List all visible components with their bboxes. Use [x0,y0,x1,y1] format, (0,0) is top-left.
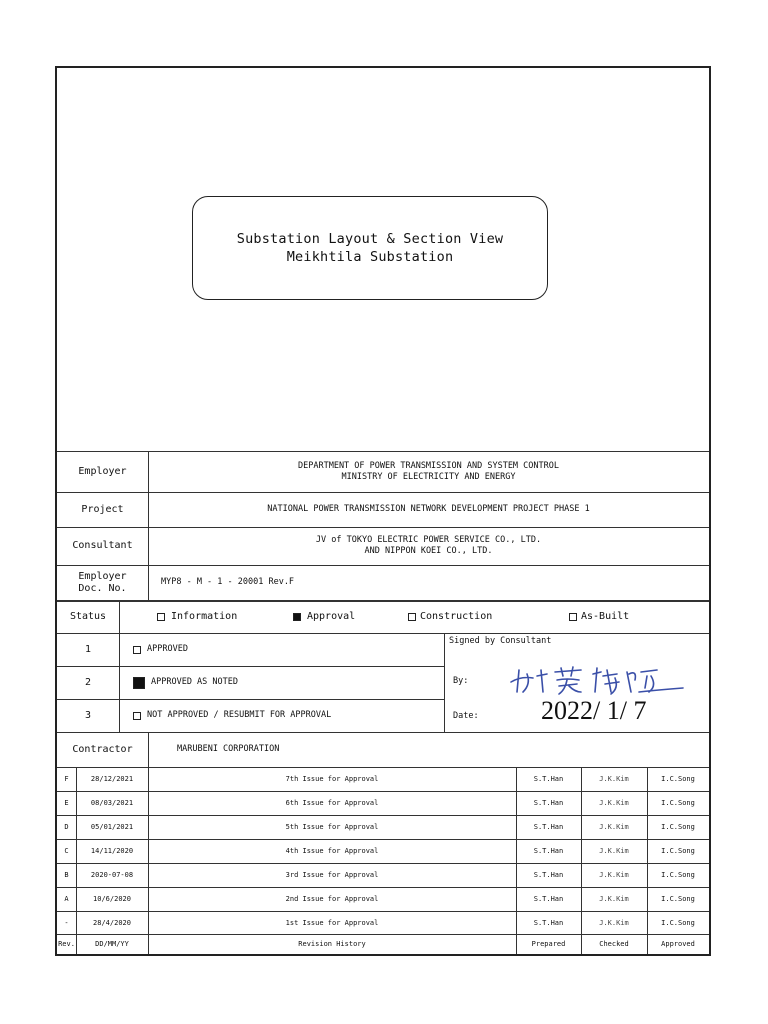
review-num-1: 1 [84,643,92,655]
revision-checked: J.K.Kim [599,919,629,927]
revision-letter: - [64,919,69,927]
revision-approved: I.C.Song [661,775,695,783]
consultant-signature [507,662,687,698]
contractor-value: MARUBENI CORPORATION [177,744,280,754]
revision-checked: J.K.Kim [599,847,629,855]
employer-doc-label-1: Employer [78,570,127,582]
status-construction-label: Construction [420,610,493,622]
revision-prepared: S.T.Han [533,919,564,927]
consultant-line-2: AND NIPPON KOEI CO., LTD. [364,546,493,556]
review-num-2: 2 [84,676,92,688]
drawing-title-box [192,196,548,300]
revision-description: 7th Issue for Approval [285,775,379,783]
revision-letter: B [64,871,69,879]
revision-checked: J.K.Kim [599,775,629,783]
checkbox-approved [133,646,141,654]
signed-by-label: Signed by Consultant [449,635,552,646]
status-construction [408,600,538,633]
revision-date: 05/01/2021 [90,823,134,831]
revision-approved: I.C.Song [661,871,695,879]
revision-letter: D [64,823,69,831]
revision-description: 2nd Issue for Approval [285,895,379,903]
status-information-label: Information [171,610,238,622]
revision-description: 3rd Issue for Approval [285,871,379,879]
revision-approved: I.C.Song [661,895,695,903]
revision-letter: C [64,847,69,855]
revision-history-header: Revision History [298,940,366,948]
status-as-built-label: As-Built [581,610,630,622]
consultant-date: 2022/ 1/ 7 [541,696,647,725]
revision-letter: E [64,799,69,807]
review-not-approved-label: NOT APPROVED / RESUBMIT FOR APPROVAL [147,710,332,720]
revision-approved: I.C.Song [661,799,695,807]
revision-prepared: S.T.Han [533,895,564,903]
drawing-subtitle: Meikhtila Substation [286,249,454,265]
project-value: NATIONAL POWER TRANSMISSION NETWORK DEVELOPMENT PROJECT PHASE 1 [267,504,590,514]
employer-value [148,451,709,492]
date-header: DD/MM/YY [95,940,129,948]
approved-header: Approved [661,940,695,948]
drawing-title: Substation Layout & Section View [236,231,504,247]
status-approval [293,600,403,633]
revision-description: 4th Issue for Approval [285,847,379,855]
checkbox-construction [408,613,416,621]
revision-approved: I.C.Song [661,919,695,927]
revision-date: 28/12/2021 [90,775,134,783]
revision-description: 5th Issue for Approval [285,823,379,831]
revision-description: 6th Issue for Approval [285,799,379,807]
revision-checked: J.K.Kim [599,823,629,831]
revision-date: 28/4/2020 [93,919,131,927]
status-as-built [569,600,679,633]
employer-doc-number: MYP8 - M - 1 - 20001 Rev.F [161,577,295,587]
review-num-3: 3 [84,709,92,721]
status-approval-label: Approval [307,610,356,622]
review-approved-as-noted-label: APPROVED AS NOTED [151,677,238,687]
consultant-line-1: JV of TOKYO ELECTRIC POWER SERVICE CO., LTD. [315,535,542,545]
revision-prepared: S.T.Han [533,847,564,855]
consultant-label: Consultant [72,540,133,551]
employer-doc-label [57,565,148,600]
consultant-value [148,527,709,565]
revision-checked: J.K.Kim [599,871,629,879]
date-label: Date: [453,710,479,721]
checkbox-approval [293,613,301,621]
checkbox-as-built [569,613,577,621]
revision-checked: J.K.Kim [599,799,629,807]
revision-prepared: S.T.Han [533,799,564,807]
employer-line-2: MINISTRY OF ELECTRICITY AND ENERGY [341,471,516,482]
revision-date: 2020-07-08 [90,871,134,879]
revision-date: 10/6/2020 [93,895,131,903]
revision-approved: I.C.Song [661,823,695,831]
revision-description: 1st Issue for Approval [285,919,379,927]
checked-header: Checked [599,940,629,948]
revision-date: 14/11/2020 [90,847,134,855]
status-information [157,600,287,633]
employer-doc-label-2: Doc. No. [78,582,127,594]
revision-prepared: S.T.Han [533,775,564,783]
revision-prepared: S.T.Han [533,871,564,879]
project-label: Project [81,503,124,515]
prepared-header: Prepared [531,940,566,948]
revision-date: 08/03/2021 [90,799,134,807]
checkbox-information [157,613,165,621]
by-label: By: [453,675,469,686]
review-not-approved [133,699,443,732]
checkbox-approved-as-noted [133,677,145,689]
checkbox-not-approved [133,712,141,720]
revision-letter: F [64,775,69,783]
revision-approved: I.C.Song [661,847,695,855]
employer-label: Employer [78,465,127,477]
review-approved [133,633,443,666]
review-approved-label: APPROVED [147,644,188,654]
revision-checked: J.K.Kim [599,895,629,903]
rev-header: Rev. [58,940,75,948]
status-label: Status [69,610,107,622]
revision-letter: A [64,895,69,903]
employer-line-1: DEPARTMENT OF POWER TRANSMISSION AND SYSTEM CONTROL [298,460,559,471]
document-sheet [55,66,711,956]
contractor-label: Contractor [72,743,133,755]
revision-prepared: S.T.Han [533,823,564,831]
review-approved-as-noted [133,666,443,699]
